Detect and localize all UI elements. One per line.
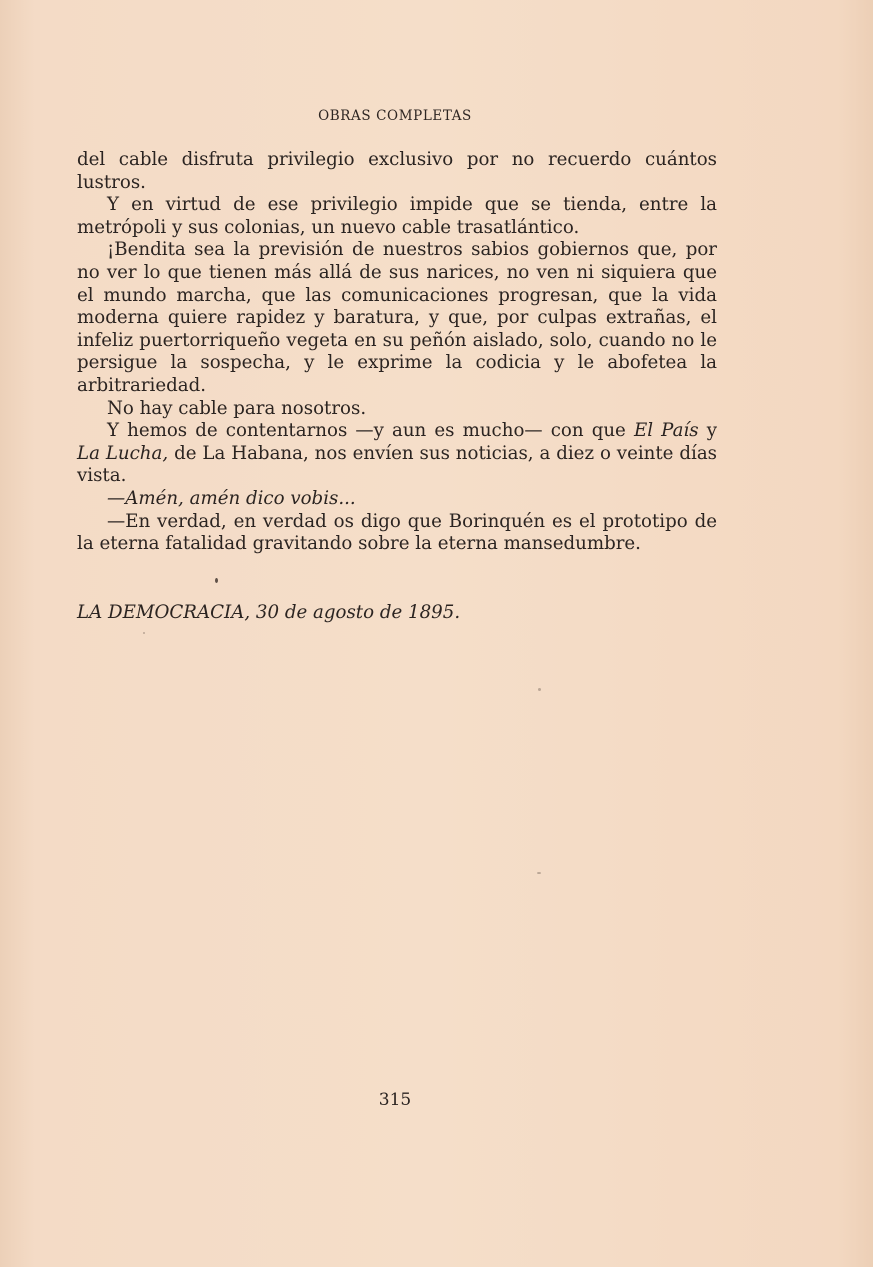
paragraph-6 [77,488,717,511]
paper-speck [537,872,541,874]
newspaper-title-la-lucha: La Lucha, [77,442,169,464]
paragraph-5-text-b: y [698,420,717,442]
paper-speck [538,688,541,691]
latin-quote: —Amén, amén dico vobis... [107,487,356,509]
paragraph-5-text-a: Y hemos de contentarnos —y aun es mucho— con que [107,420,634,442]
paragraph-3: ¡Bendita sea la previsión de nuestros sabios gobiernos que, por no ver lo que tienen más allá de sus narices, no ven ni siquiera que el mundo marcha, que las comunicaciones progresan, que la vida moderna quiere rapidez y baratura, y que, por culpas extrañas, el infeliz puertorriqueño vegeta en su peñón aislado, solo, cuando no le persigue la sospecha, y le exprime la codicia y le abofetea la arbitrariedad. [77,239,717,396]
running-head: OBRAS COMPLETAS [318,108,472,124]
publication-signature: LA DEMOCRACIA, 30 de agosto de 1895. [77,602,461,623]
paragraph-5-text-c: de La Habana, nos envíen sus noticias, a diez o veinte días vista. [77,442,717,487]
paragraph-1: del cable disfruta privilegio exclusivo por no recuerdo cuántos lustros. [77,149,717,193]
paragraph-7: —En verdad, en verdad os digo que Borinquén es el prototipo de la eterna fatalidad gravitando sobre la eterna mansedumbre. [77,510,717,555]
paragraph-2: Y en virtud de ese privilegio impide que se tienda, entre la metrópoli y sus colonias, un nuevo cable trasatlántico. [77,194,717,238]
page-number: 315 [378,1090,412,1110]
paper-speck [143,632,145,634]
body-text [77,149,717,556]
newspaper-title-el-pais: El País [633,420,699,442]
paper-speck [215,578,218,583]
paragraph-4: No hay cable para nosotros. [107,397,367,419]
paragraph-5 [77,420,717,488]
